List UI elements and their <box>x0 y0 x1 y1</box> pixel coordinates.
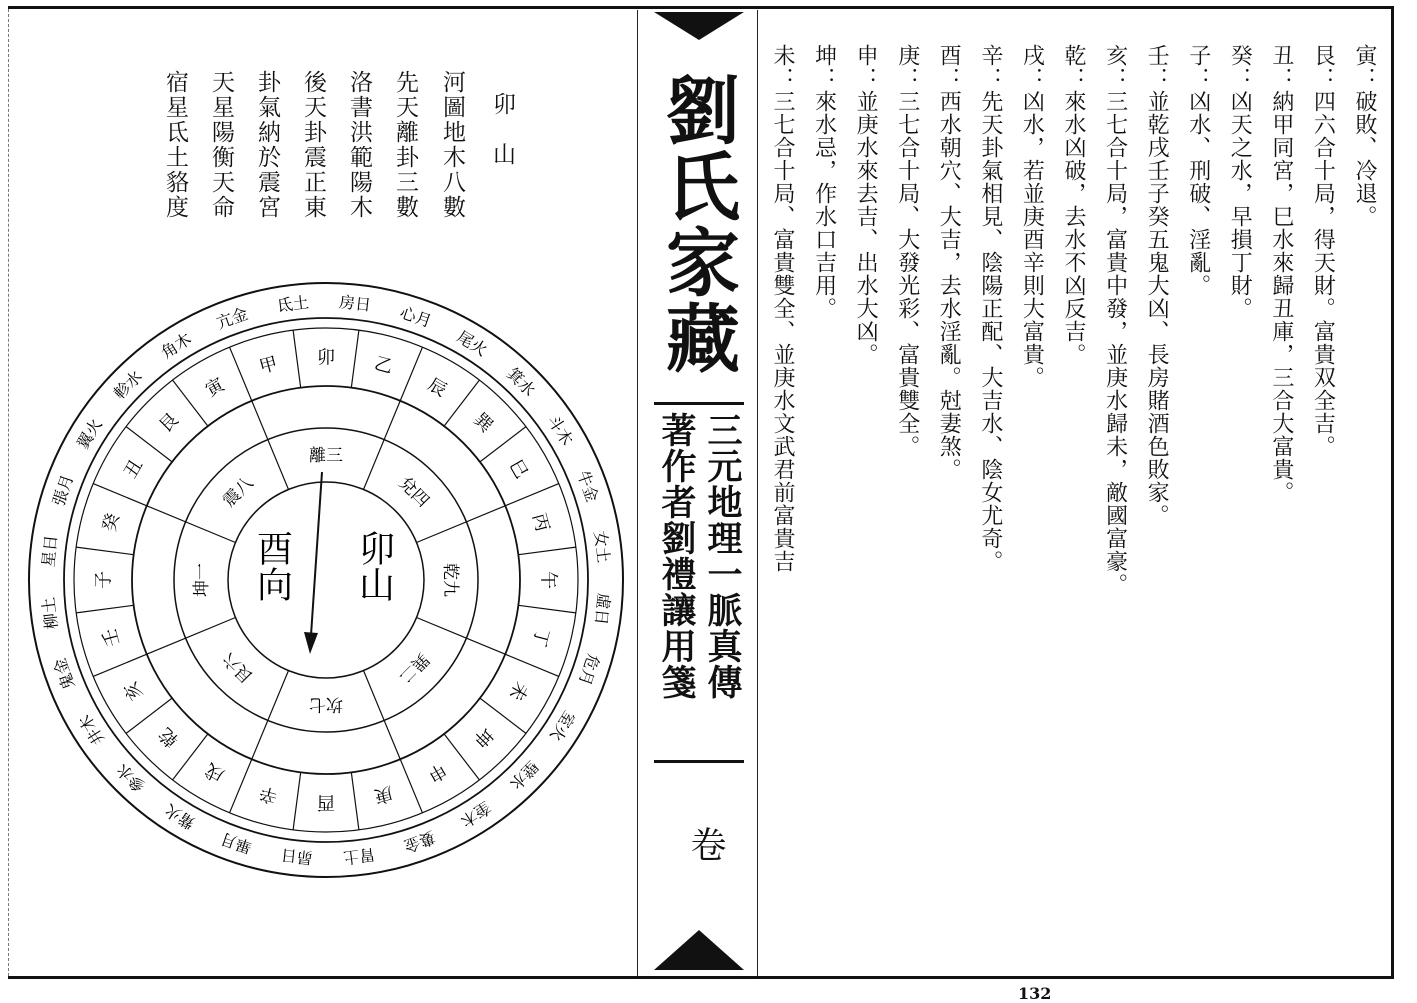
mansion-label: 軫水 <box>109 366 146 403</box>
mansion-label: 氐土 <box>275 292 310 316</box>
mountain-label: 乾 <box>155 723 183 751</box>
mountain-label: 丁 <box>527 626 553 649</box>
mountain-divider <box>351 330 359 388</box>
spine-bottom-wedge <box>654 930 744 970</box>
right-text-line: 辛：先天卦氣相見、陰陽正配、大吉水、陰女尤奇。 <box>977 44 1003 573</box>
trigram-label: 兌四 <box>394 473 433 512</box>
right-text-line: 子：凶水、刑破、淫亂。 <box>1185 44 1211 297</box>
spine-volume: 卷 <box>685 826 726 862</box>
direction-arrow <box>310 472 322 650</box>
mansion-label: 箕水 <box>503 363 540 400</box>
mountain-label: 辰 <box>423 374 451 402</box>
trigram-label: 離三 <box>309 446 343 466</box>
mountain-label: 辛 <box>257 781 280 807</box>
left-text-line: 先天離卦三數 <box>392 70 418 220</box>
mountain-divider <box>400 347 422 401</box>
spine-rule-right <box>757 10 758 977</box>
right-text-line: 酉：西水朝穴、大吉，去水淫亂。尅妻煞。 <box>936 44 962 481</box>
mountain-divider <box>505 654 559 676</box>
trigram-label: 坤一 <box>192 563 212 597</box>
mansion-label: 壁水 <box>506 757 543 794</box>
right-text-line: 壬：並乾戌壬子癸五鬼大凶、長房賭酒色敗家。 <box>1144 44 1170 527</box>
mountain-divider <box>230 759 252 813</box>
mansion-label: 柳土 <box>38 596 62 631</box>
mountain-label: 申 <box>423 758 451 786</box>
mansion-label: 斗木 <box>543 411 577 449</box>
mansion-label: 角木 <box>157 329 195 363</box>
mountain-divider <box>293 772 301 830</box>
mountain-divider <box>400 759 422 813</box>
mountain-label: 乙 <box>372 353 395 379</box>
center-mountain-label: 卯山 <box>353 530 395 602</box>
trigram-label: 震八 <box>219 473 258 512</box>
subtitle-rule <box>654 760 744 763</box>
spine-title: 劉氏家藏 <box>654 72 740 376</box>
mansion-label: 奎木 <box>457 797 495 831</box>
left-text-line: 洛書洪範陽木 <box>346 70 372 220</box>
left-text-line: 卦氣納於震宮 <box>254 70 280 220</box>
mountain-divider <box>518 605 576 613</box>
right-text-line: 丑：納甲同宮，巳水來歸丑庫，三合大富貴。 <box>1268 44 1294 504</box>
mountain-divider <box>518 547 576 555</box>
mansion-label: 昴日 <box>280 845 314 868</box>
mansion-label: 參水 <box>112 760 149 797</box>
right-text-line: 亥：三七合十局，富貴中發，並庚水歸未，敵國富豪。 <box>1102 44 1128 596</box>
trigram-label: 乾九 <box>440 563 460 597</box>
mountain-divider <box>76 547 134 555</box>
mountain-divider <box>293 330 301 388</box>
mountain-label: 巽 <box>469 409 497 437</box>
spine-subtitle-1: 三元地理一脈真傳 <box>702 412 743 700</box>
mansion-label: 婁金 <box>401 827 439 857</box>
mansion-label: 室火 <box>545 707 579 745</box>
mansion-label: 張月 <box>48 471 78 509</box>
mountain-label: 庚 <box>372 781 395 807</box>
compass-diagram <box>26 280 626 880</box>
left-text-line: 河圖地木八數 <box>439 70 465 220</box>
trigram-label: 巽二 <box>394 648 433 687</box>
page-number: 132 <box>1018 984 1052 1003</box>
mansion-label: 畢月 <box>217 828 255 858</box>
mountain-label: 戌 <box>201 758 229 786</box>
mountain-title: 卯 山 <box>489 92 515 167</box>
mansion-label: 星日 <box>38 534 61 568</box>
mountain-label: 艮 <box>155 409 183 437</box>
right-text-line: 戌：凶水，若並庚酉辛則大富貴。 <box>1019 44 1045 389</box>
mountain-divider <box>351 772 359 830</box>
right-text-line: 寅：破敗、冷退。 <box>1352 44 1377 228</box>
right-text-line: 乾：來水凶破，去水不凶反吉。 <box>1061 44 1086 366</box>
right-text-line: 艮：四六合十局，得天財。富貴双全吉。 <box>1310 44 1336 458</box>
mountain-divider <box>93 484 147 506</box>
mansion-label: 虛日 <box>591 592 614 626</box>
trigram-label: 坎七 <box>309 694 343 714</box>
spine-subtitle-2: 著作者劉禮讓用箋 <box>656 412 697 700</box>
mountain-label: 癸 <box>99 511 125 534</box>
trigram-label: 艮六 <box>219 648 258 687</box>
mansion-label: 觜火 <box>161 799 199 833</box>
mansion-label: 鬼金 <box>49 655 79 693</box>
right-text-line: 未：三七合十局、富貴雙全、並庚水文武君前富貴吉 <box>770 44 795 573</box>
mansion-label: 井木 <box>75 711 109 749</box>
mansion-label: 翼火 <box>73 415 107 453</box>
spine-rule-left <box>637 10 638 977</box>
mountain-label: 寅 <box>201 374 229 402</box>
mountain-label: 丑 <box>120 455 148 483</box>
direction-arrowhead <box>304 632 318 654</box>
center-facing-label: 酉向 <box>251 530 293 602</box>
spine-top-wedge <box>654 12 744 40</box>
mansion-label: 牛金 <box>573 467 603 505</box>
mountain-label: 未 <box>504 677 532 705</box>
mansion-label: 房日 <box>338 292 372 315</box>
left-text-line: 天星陽衡天命 <box>208 70 234 220</box>
compass-center <box>252 472 395 654</box>
mountain-label: 卯 <box>317 347 335 369</box>
mountain-label: 午 <box>537 571 559 589</box>
mountain-label: 酉 <box>317 791 335 813</box>
mountain-label: 子 <box>93 571 115 589</box>
mountain-label: 壬 <box>99 626 125 649</box>
mountain-divider <box>230 347 252 401</box>
right-text-line: 坤：來水忌，作水口吉用。 <box>811 44 837 320</box>
mountain-label: 巳 <box>504 455 532 483</box>
mountain-divider <box>76 605 134 613</box>
mountain-label: 坤 <box>469 723 497 751</box>
right-text-line: 癸：凶天之水，早損丁財。 <box>1227 44 1253 320</box>
mountain-label: 丙 <box>527 511 553 534</box>
mansion-label: 女土 <box>590 529 614 564</box>
mansion-label: 尾火 <box>453 327 491 361</box>
right-text-line: 庚：三七合十局、大發光彩、富貴雙全。 <box>894 44 920 458</box>
mountain-label: 甲 <box>257 353 280 379</box>
right-text-line: 申：並庚水來去吉、出水大凶。 <box>853 44 879 366</box>
mansion-label: 胃土 <box>342 844 377 868</box>
mansion-label: 心月 <box>397 302 435 332</box>
left-text-line: 後天卦震正東 <box>300 70 326 220</box>
title-rule <box>654 402 744 405</box>
mansion-label: 亢金 <box>213 303 251 333</box>
mountain-label: 亥 <box>120 677 148 705</box>
mountain-divider <box>93 654 147 676</box>
left-text-line: 宿星氐土貉度 <box>162 70 188 220</box>
mansion-label: 危月 <box>574 651 604 689</box>
mountain-divider <box>505 484 559 506</box>
